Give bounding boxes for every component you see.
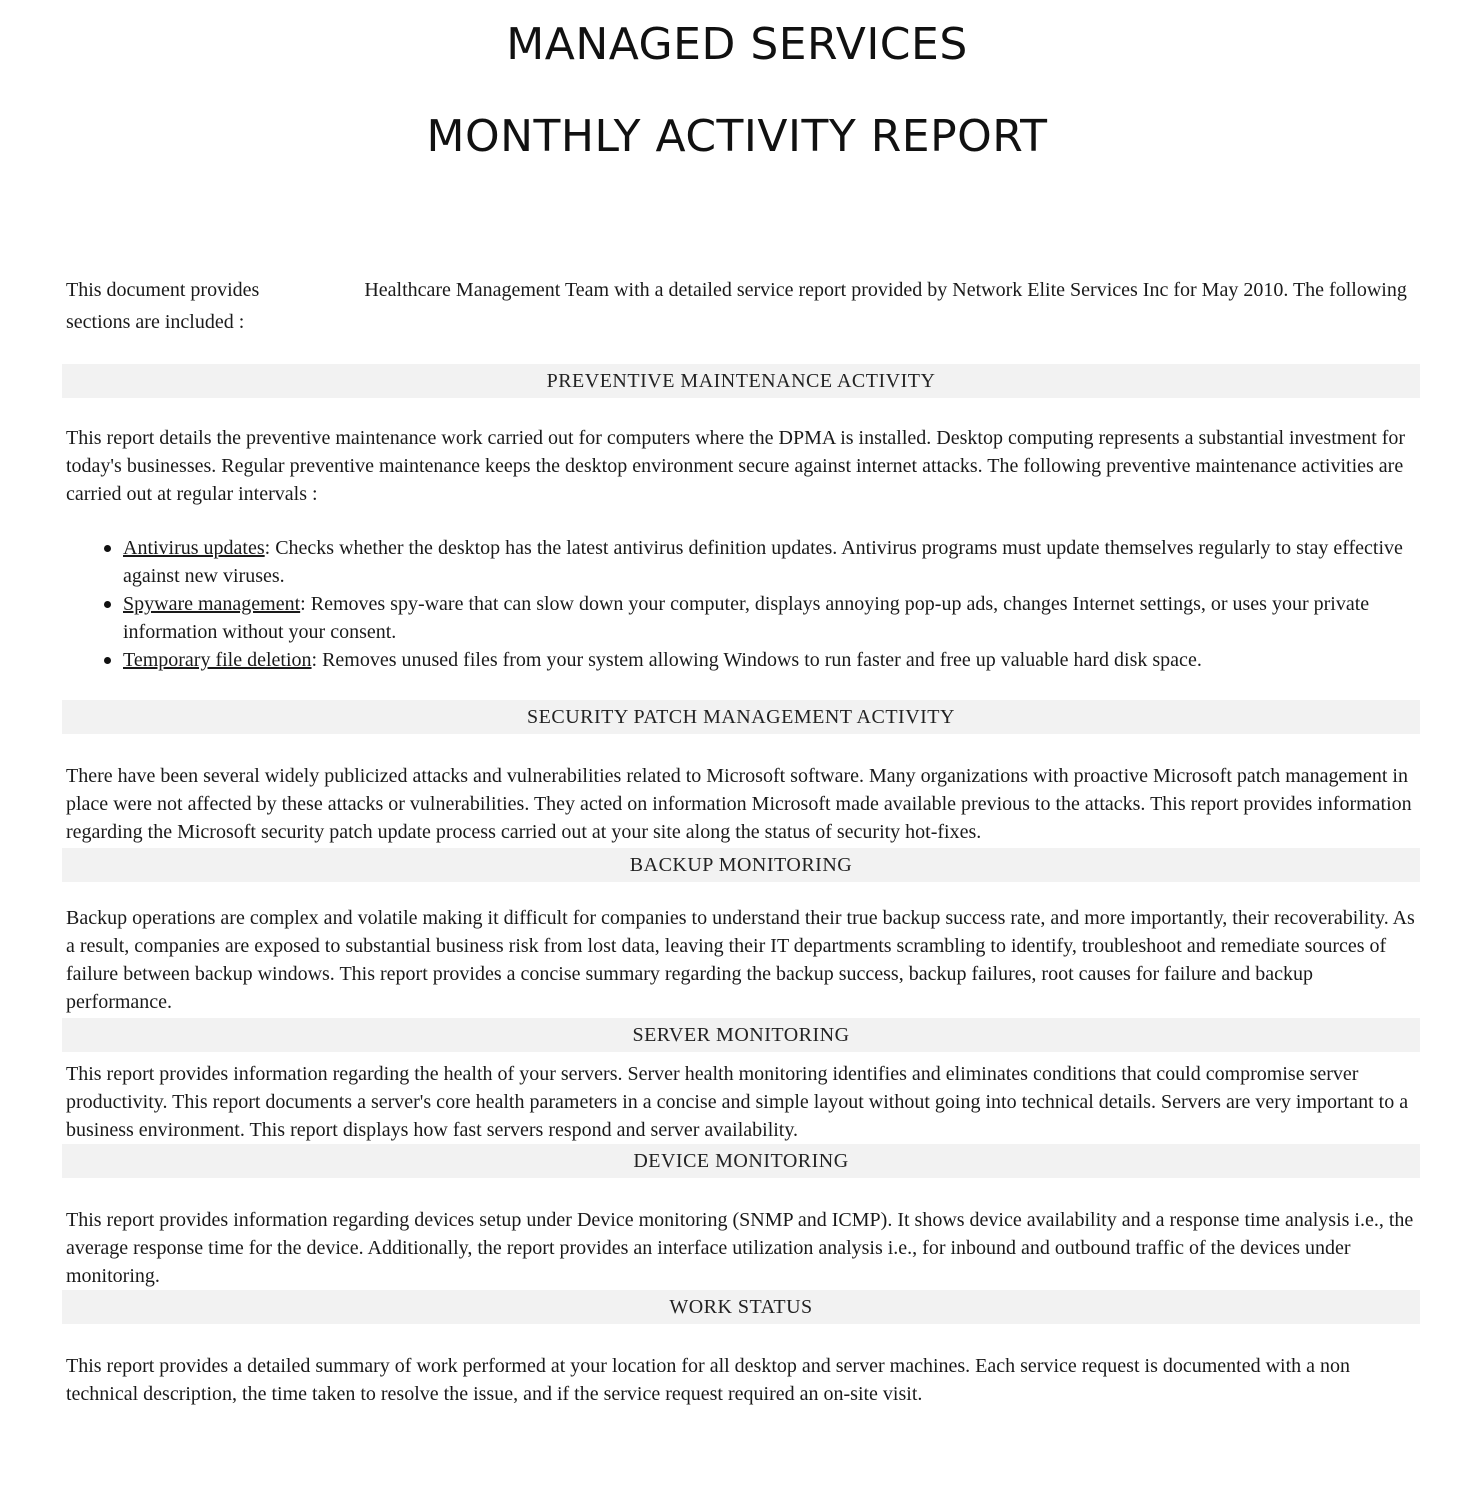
section-header-security-patch: SECURITY PATCH MANAGEMENT ACTIVITY bbox=[62, 700, 1420, 734]
bullet-term: Spyware management bbox=[123, 593, 301, 615]
section-paragraph: There have been several widely publicized attacks and vulnerabilities related to Microsoft software. Many organizations with proactive Microsoft patch management in place were not affected by these attacks or vulnerabilities. They acted on information Microsoft made available previous to the attacks. This report provides information regarding the Microsoft security patch update process carried out at your site along the status of security hot-fixes. bbox=[66, 765, 1412, 843]
maintenance-activity-list bbox=[66, 534, 1420, 674]
section-header-device-monitoring: DEVICE MONITORING bbox=[62, 1144, 1420, 1178]
section-paragraph: This report provides information regarding the health of your servers. Server health monitoring identifies and eliminates conditions that could compromise server productivity. This report documents a server's core health parameters in a concise and simple layout without going into technical details. Servers are very important to a business environment. This report displays how fast servers respond and server availability. bbox=[66, 1063, 1409, 1141]
list-item bbox=[66, 646, 1420, 674]
bullet-term: Antivirus updates bbox=[123, 537, 265, 559]
intro-paragraph bbox=[66, 274, 1420, 338]
bullet-text: : Removes unused files from your system allowing Windows to run faster and free up valuable hard disk space. bbox=[311, 649, 1202, 671]
bullet-icon bbox=[104, 657, 111, 664]
document-subtitle: MONTHLY ACTIVITY REPORT bbox=[426, 111, 1048, 162]
section-header-server-monitoring: SERVER MONITORING bbox=[62, 1018, 1420, 1052]
bullet-icon bbox=[104, 601, 111, 608]
section-paragraph: This report provides a detailed summary of work performed at your location for all desktop and server machines. Each service request is documented with a non technical description, the time taken to resolve the issue, and if the service request required an on-site visit. bbox=[66, 1355, 1351, 1405]
section-paragraph: This report details the preventive maintenance work carried out for computers where the DPMA is installed. Desktop computing represents a substantial investment for today's businesses. Regular preventive maintenance keeps the desktop environment secure against internet attacks. The following preventive maintenance activities are carried out at regular intervals : bbox=[66, 427, 1406, 505]
section-paragraph: Backup operations are complex and volatile making it difficult for companies to understand their true backup success rate, and more importantly, their recoverability. As a result, companies are exposed to substantial business risk from lost data, leaving their IT departments scrambling to identify, troubleshoot and remediate sources of failure between backup windows. This report provides a concise summary regarding the backup success, backup failures, root causes for failure and backup performance. bbox=[66, 907, 1415, 1013]
section-header-work-status: WORK STATUS bbox=[62, 1290, 1420, 1324]
bullet-term: Temporary file deletion bbox=[123, 649, 312, 671]
list-item bbox=[66, 534, 1420, 590]
section-paragraph: This report provides information regarding devices setup under Device monitoring (SNMP and ICMP). It shows device availability and a response time analysis i.e., the average response time for the device. Additionally, the report provides an interface utilization analysis i.e., for inbound and outbound traffic of the devices under monitoring. bbox=[66, 1209, 1414, 1287]
document-title: MANAGED SERVICES bbox=[506, 19, 968, 70]
intro-lead-text: This document provides bbox=[66, 279, 260, 301]
bullet-text: : Checks whether the desktop has the latest antivirus definition updates. Antivirus programs must update themselves regularly to stay effective against new viruses. bbox=[123, 537, 1403, 587]
bullet-icon bbox=[104, 545, 111, 552]
intro-rest-text: Healthcare Management Team with a detailed service report provided by Network Elite Services Inc for May 2010. The following sections are included : bbox=[66, 279, 1407, 333]
section-header-preventive-maintenance: PREVENTIVE MAINTENANCE ACTIVITY bbox=[62, 364, 1420, 398]
section-header-backup-monitoring: BACKUP MONITORING bbox=[62, 848, 1420, 882]
bullet-text: : Removes spy-ware that can slow down your computer, displays annoying pop-up ads, changes Internet settings, or uses your private information without your consent. bbox=[123, 593, 1370, 643]
document-header bbox=[0, 0, 1474, 162]
list-item bbox=[66, 590, 1420, 646]
document-body bbox=[66, 274, 1420, 1408]
